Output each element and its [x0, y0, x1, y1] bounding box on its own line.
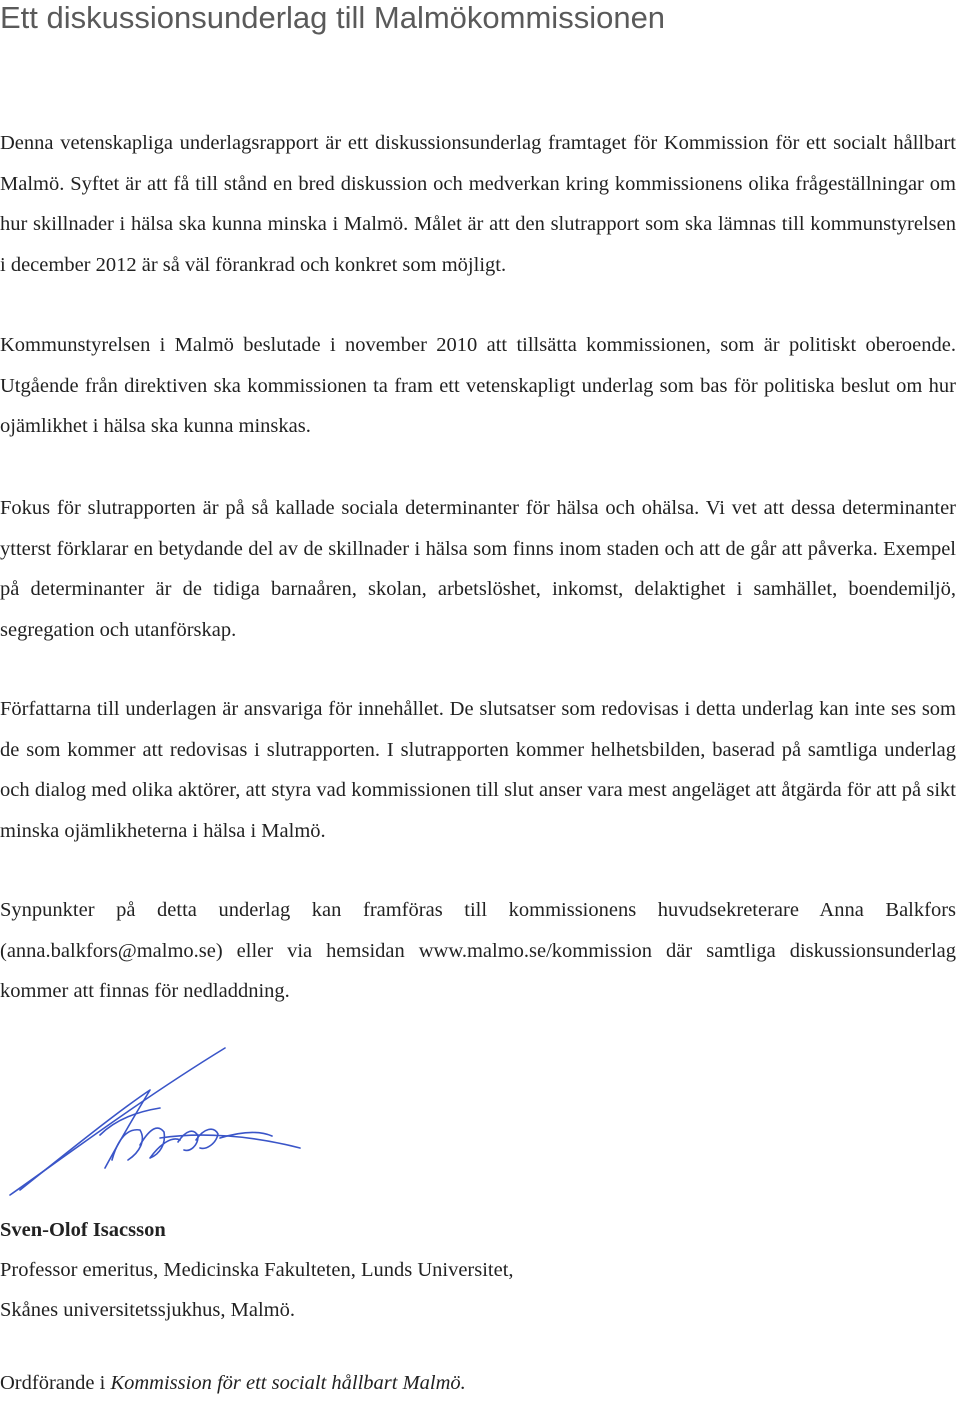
paragraph-background: Kommunstyrelsen i Malmö beslutade i november 2010 att tillsätta kommissionen, som är politiskt oberoende. Utgående från direktiven ska kommissionen ta fram ett vetenskapligt underlag som bas för politiska beslut om hur ojämlikhet i hälsa ska kunna minskas. [0, 334, 956, 437]
paragraph-focus: Fokus för slutrapporten är på så kallade sociala determinanter för hälsa och ohälsa. Vi vet att dessa determinanter ytterst förklarar en betydande del av de skillnader i hälsa som finns inom staden och att de går att påverka. Exempel på determinanter är de tidiga barnaåren, skolan, arbetslöshet, inkomst, delaktighet i samhället, boendemiljö, segregation och utanförskap. [0, 497, 956, 641]
handwritten-signature [0, 1040, 440, 1210]
document-title: Ett diskussionsunderlag till Malmökommissionen [0, 0, 666, 35]
paragraph-feedback: Synpunkter på detta underlag kan framföras till kommissionens huvudsekreterare Anna Balkfors (anna.balkfors@malmo.se) eller via hemsidan www.malmo.se/kommission där samtliga diskussionsunderlag kommer att finnas för nedladdning. [0, 899, 956, 1002]
closing-line [0, 1372, 466, 1395]
closing-prefix: Ordförande i [0, 1372, 111, 1394]
paragraph-intro: Denna vetenskapliga underlagsrapport är ett diskussionsunderlag framtaget för Kommission för ett socialt hållbart Malmö. Syftet är att få till stånd en bred diskussion och medverkan kring kommissionens olika frågeställningar om hur skillnader i hälsa ska kunna minska i Malmö. Målet är att den slutrapport som ska lämnas till kommunstyrelsen i december 2012 är så väl förankrad och konkret som möjligt. [0, 132, 956, 276]
signature-block [0, 1210, 514, 1330]
paragraph-responsibility: Författarna till underlagen är ansvariga för innehållet. De slutsatser som redovisas i detta underlag kan inte ses som de som kommer att redovisas i slutrapporten. I slutrapporten kommer helhetsbilden, baserad på samtliga underlag och dialog med olika aktörer, att styra vad kommissionen till slut anser vara mest angeläget att åtgärda för att på sikt minska ojämlikheterna i hälsa i Malmö. [0, 698, 956, 842]
signatory-affiliation-line2: Skånes universitetssjukhus, Malmö. [0, 1299, 295, 1321]
commission-name: Kommission för ett socialt hållbart Malmö. [110, 1372, 466, 1394]
signatory-affiliation-line1: Professor emeritus, Medicinska Fakulteten, Lunds Universitet, [0, 1259, 514, 1281]
signatory-name: Sven-Olof Isacsson [0, 1219, 166, 1241]
